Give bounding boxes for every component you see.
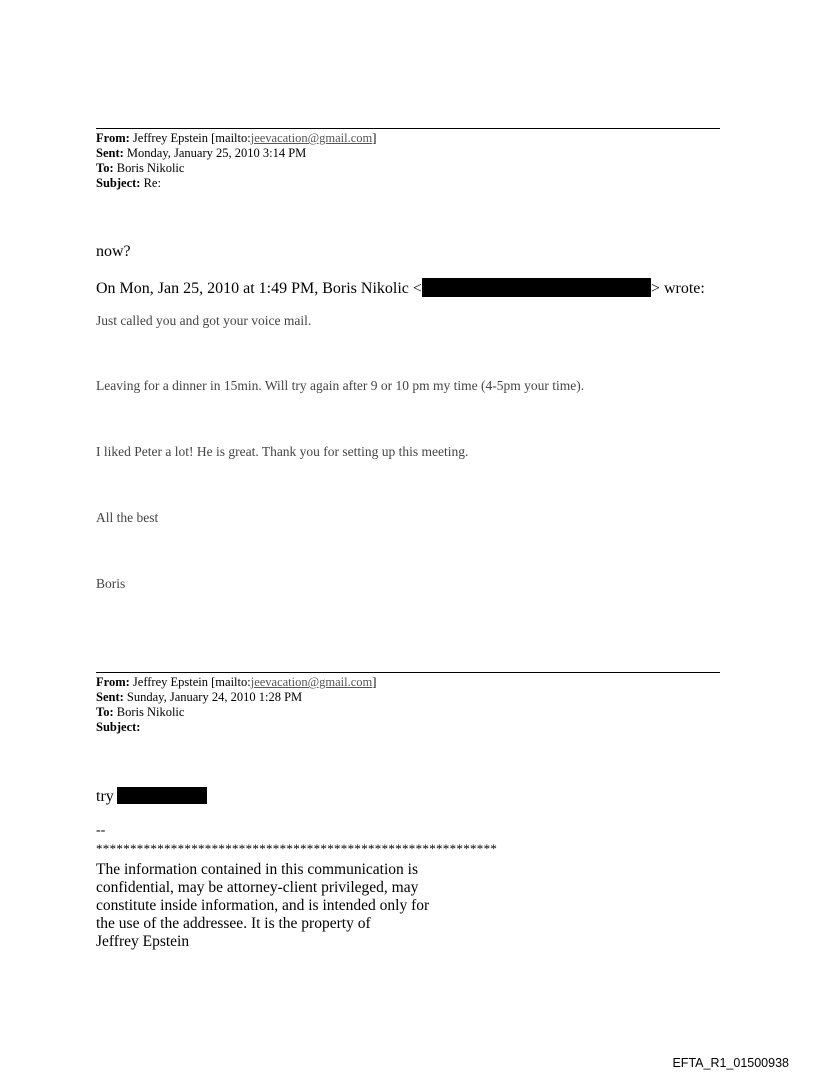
sent-value: Monday, January 25, 2010 3:14 PM: [126, 146, 307, 160]
header-divider-1: [96, 128, 720, 129]
confidentiality-notice: [96, 861, 429, 951]
to-value: Boris Nikolic: [116, 161, 185, 175]
quote-intro-before: On Mon, Jan 25, 2010 at 1:49 PM, Boris Nikolic <: [96, 280, 422, 297]
from-name: Jeffrey Epstein [mailto:: [132, 131, 251, 145]
from-email-link[interactable]: jeevacation@gmail.com: [250, 675, 373, 689]
sent-value: Sunday, January 24, 2010 1:28 PM: [126, 690, 303, 704]
from-line: From: Jeffrey Epstein [mailto:jeevacation@gmail.com]: [96, 131, 377, 145]
quote-intro: [96, 278, 705, 298]
quote-intro-after: > wrote:: [650, 280, 705, 297]
subject-line: Subject: Re:: [96, 176, 161, 190]
subject-line: Subject:: [96, 720, 141, 734]
notice-line-1: The information contained in this communication is: [96, 861, 418, 878]
notice-line-5: Jeffrey Epstein: [96, 933, 190, 950]
signature-stars: ***********************************************************: [96, 841, 498, 856]
notice-line-3: constitute inside information, and is intended only for: [96, 897, 430, 914]
from-email-link[interactable]: jeevacation@gmail.com: [250, 131, 373, 145]
from-line: From: Jeffrey Epstein [mailto:jeevacation@gmail.com]: [96, 675, 377, 689]
to-value: Boris Nikolic: [116, 705, 185, 719]
email-body-1: now?: [96, 243, 131, 260]
quote-line-1: Just called you and got your voice mail.: [96, 313, 312, 328]
email-body-2: try: [96, 788, 114, 805]
redacted-email: [422, 278, 651, 297]
notice-line-2: confidential, may be attorney-client privileged, may: [96, 879, 419, 896]
email-header-2: [96, 675, 376, 735]
to-line: To: Boris Nikolic: [96, 705, 185, 719]
quote-line-2: Leaving for a dinner in 15min. Will try again after 9 or 10 pm my time (4-5pm your time).: [96, 378, 585, 393]
quote-line-3: I liked Peter a lot! He is great. Thank you for setting up this meeting.: [96, 444, 469, 459]
notice-line-4: the use of the addressee. It is the property of: [96, 915, 371, 932]
redaction-block: [117, 787, 207, 804]
from-name: Jeffrey Epstein [mailto:: [132, 675, 251, 689]
header-divider-2: [96, 672, 720, 673]
signature-dashes: --: [96, 823, 106, 838]
email-header-1: [96, 131, 376, 191]
sent-line: Sent: Monday, January 25, 2010 3:14 PM: [96, 146, 307, 160]
subject-value: Re:: [143, 176, 161, 190]
to-line: To: Boris Nikolic: [96, 161, 185, 175]
quote-line-4: All the best: [96, 510, 159, 525]
quote-line-5: Boris: [96, 576, 126, 591]
sent-line: Sent: Sunday, January 24, 2010 1:28 PM: [96, 690, 303, 704]
document-id: EFTA_R1_01500938: [672, 1056, 789, 1070]
